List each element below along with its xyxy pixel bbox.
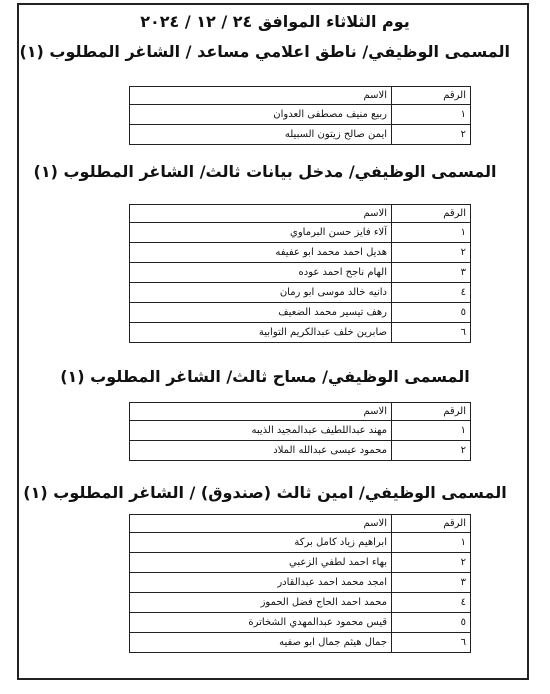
section-title-cashier: المسمى الوظيفي/ امين ثالث (صندوق) / الشاغر المطلوب (١) (23, 483, 507, 502)
table-row (107, 125, 471, 145)
row-num: ٣ (392, 573, 471, 593)
row-name: ايمن صالح زيتون السبيله (130, 125, 392, 145)
section-title-data-entry: المسمى الوظيفي/ مدخل بيانات ثالث/ الشاغر المطلوب (١) (33, 162, 497, 181)
row-name: محمود عيسى عبدالله الملاد (130, 441, 392, 461)
row-num: ١ (392, 223, 471, 243)
table-row (107, 283, 471, 303)
row-num: ٤ (392, 593, 471, 613)
header-name: الاسم (130, 205, 392, 223)
row-num: ٥ (392, 613, 471, 633)
header-num: الرقم (392, 403, 471, 421)
row-num: ٣ (392, 263, 471, 283)
table-row (107, 243, 471, 263)
row-num: ٦ (392, 633, 471, 653)
row-name: امجد محمد احمد عبدالقادر (130, 573, 392, 593)
header-num: الرقم (392, 515, 471, 533)
header-num: الرقم (392, 87, 471, 105)
table-row (107, 633, 471, 653)
spacer-cell (107, 515, 130, 533)
header-num: الرقم (392, 205, 471, 223)
row-num: ٦ (392, 323, 471, 343)
row-num: ١ (392, 105, 471, 125)
spacer-cell (107, 87, 130, 105)
table-row (107, 105, 471, 125)
table-row (107, 573, 471, 593)
row-name: بهاء احمد لطفي الزعبي (130, 553, 392, 573)
row-name: آلاء فايز حسن البرماوي (130, 223, 392, 243)
row-name: هديل احمد محمد ابو عفيفه (130, 243, 392, 263)
section-title-surveyor: المسمى الوظيفي/ مساح ثالث/ الشاغر المطلوب (١) (60, 367, 470, 386)
table-row (107, 303, 471, 323)
table-row (107, 613, 471, 633)
row-name: ربيع منيف مصطفى العدوان (130, 105, 392, 125)
header-name: الاسم (130, 87, 392, 105)
row-num: ٤ (392, 283, 471, 303)
table-row (107, 553, 471, 573)
header-name: الاسم (130, 403, 392, 421)
table-spokesperson (107, 86, 471, 145)
table-row (107, 223, 471, 243)
row-num: ١ (392, 421, 471, 441)
row-name: قيس محمود عبدالمهدي الشخاترة (130, 613, 392, 633)
row-num: ٢ (392, 553, 471, 573)
date-heading: يوم الثلاثاء الموافق ٢٤ / ١٢ / ٢٠٢٤ (140, 12, 410, 31)
section-title-spokesperson: المسمى الوظيفي/ ناطق اعلامي مساعد / الشاغر المطلوب (١) (19, 42, 510, 61)
row-num: ١ (392, 533, 471, 553)
table-cashier (107, 514, 471, 653)
table-row (107, 323, 471, 343)
row-num: ٥ (392, 303, 471, 323)
table-row (107, 441, 471, 461)
table-row (107, 533, 471, 553)
row-name: ابراهيم زياد كامل بركة (130, 533, 392, 553)
row-name: رهف تيسير محمد الضعيف (130, 303, 392, 323)
table-data-entry (107, 204, 471, 343)
row-name: دانيه خالد موسى ابو رمان (130, 283, 392, 303)
row-name: الهام ناجح احمد عوده (130, 263, 392, 283)
spacer-cell (107, 403, 130, 421)
row-num: ٢ (392, 125, 471, 145)
table-surveyor (107, 402, 471, 461)
row-name: صابرين خلف عبدالكريم التوابية (130, 323, 392, 343)
row-num: ٢ (392, 243, 471, 263)
table-row (107, 421, 471, 441)
table-row (107, 593, 471, 613)
spacer-cell (107, 205, 130, 223)
row-name: مهند عبداللطيف عبدالمجيد الذيبه (130, 421, 392, 441)
header-name: الاسم (130, 515, 392, 533)
table-row (107, 263, 471, 283)
row-name: محمد احمد الحاج فضل الحموز (130, 593, 392, 613)
row-num: ٢ (392, 441, 471, 461)
row-name: جمال هيثم جمال ابو صفيه (130, 633, 392, 653)
